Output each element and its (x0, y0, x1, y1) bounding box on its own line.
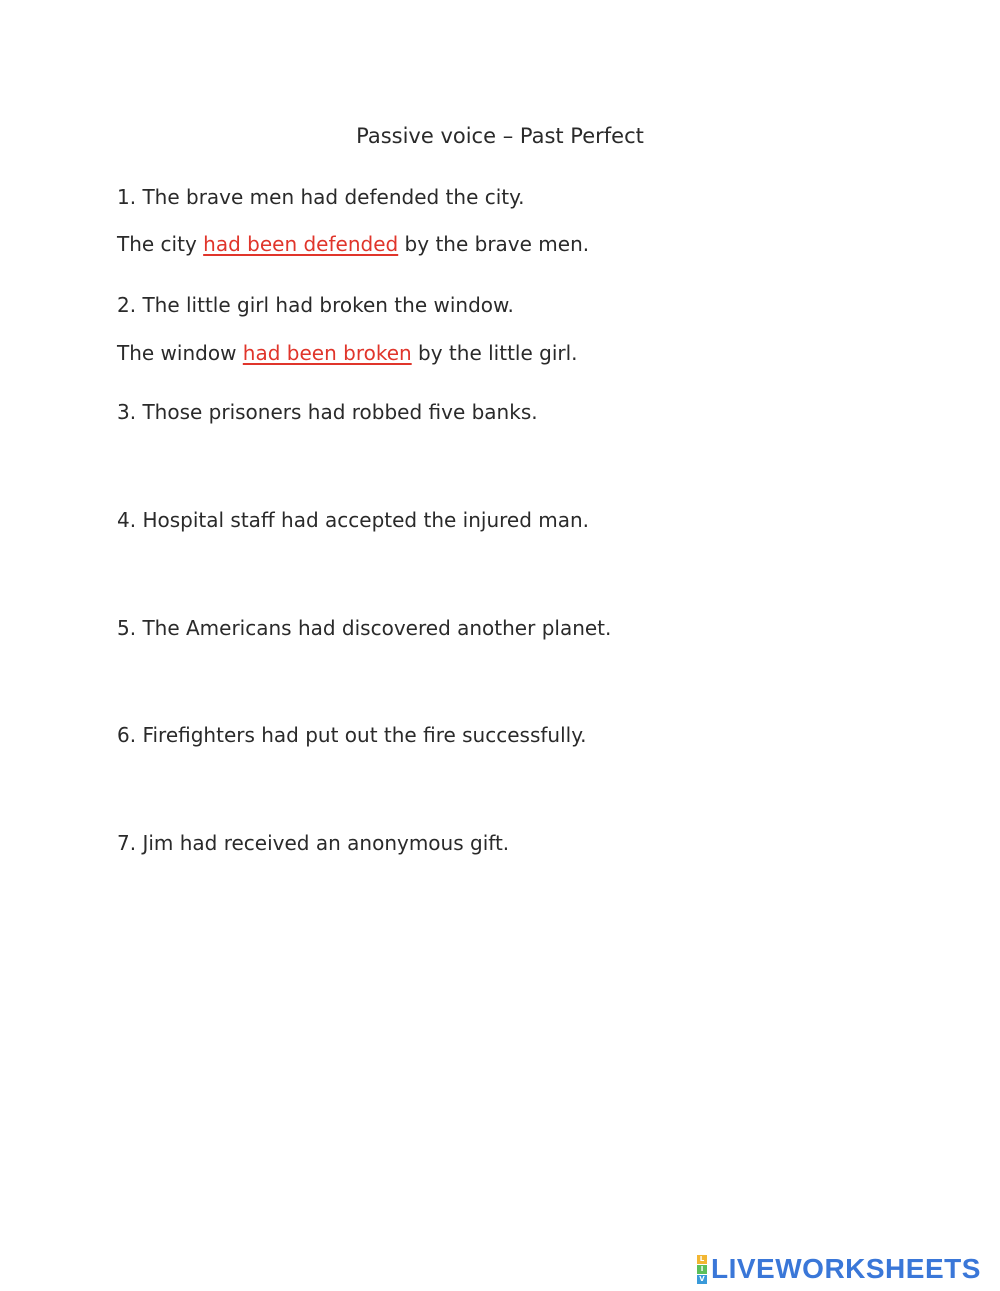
page-title: Passive voice – Past Perfect (356, 124, 644, 148)
answer-prefix-2: The window (117, 341, 243, 365)
answer-input-1[interactable]: had been defended (203, 232, 399, 256)
question-7: 7. Jim had received an anonymous gift. (117, 831, 510, 855)
question-1: 1. The brave men had defended the city. (117, 185, 525, 209)
logo-blocks-icon (697, 1255, 707, 1284)
question-5: 5. The Americans had discovered another planet. (117, 616, 612, 640)
brand-text: LIVEWORKSHEETS (711, 1253, 981, 1284)
question-2: 2. The little girl had broken the window. (117, 293, 514, 317)
question-4: 4. Hospital staff had accepted the injured man. (117, 508, 590, 532)
logo-block-v: V (697, 1275, 707, 1284)
liveworksheets-logo (697, 1254, 981, 1284)
answer-prefix-1: The city (117, 232, 204, 256)
answer-line-2 (117, 340, 578, 366)
logo-block-i: I (697, 1265, 707, 1274)
question-6: 6. Firefighters had put out the fire successfully. (117, 723, 587, 747)
answer-suffix-1: by the brave men. (398, 232, 590, 256)
logo-block-l: L (697, 1255, 707, 1264)
answer-suffix-2: by the little girl. (411, 341, 578, 365)
answer-input-2[interactable]: had been broken (242, 341, 412, 365)
answer-line-1 (117, 231, 589, 257)
question-3: 3. Those prisoners had robbed five banks. (117, 400, 538, 424)
